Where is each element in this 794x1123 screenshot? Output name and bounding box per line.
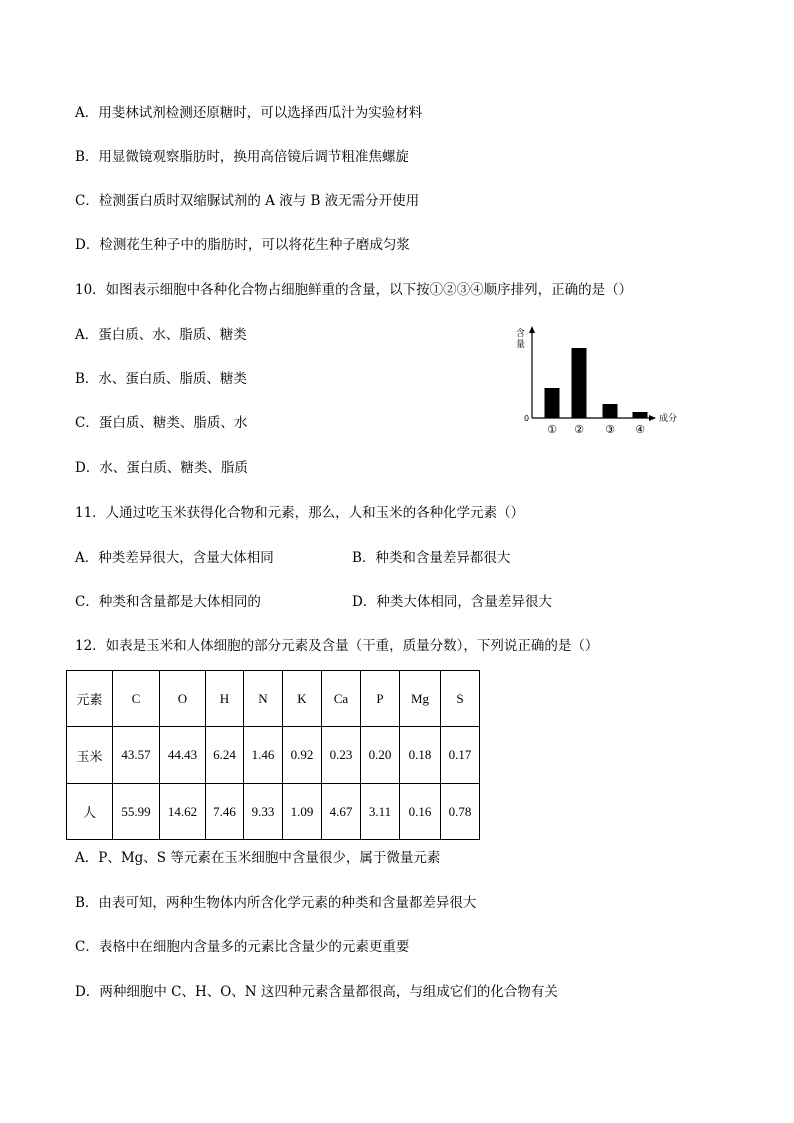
table-cell: 4.67 — [322, 784, 361, 840]
q11-stem: 11．人通过吃玉米获得化合物和元素，那么，人和玉米的各种化学元素（） — [75, 505, 525, 521]
element-content-table — [66, 670, 480, 840]
table-cell: P — [361, 671, 400, 727]
q11-option-c: C．种类和含量都是大体相同的 — [75, 594, 261, 610]
table-cell: 9.33 — [244, 784, 283, 840]
table-cell: 0.78 — [441, 784, 480, 840]
table-cell: Ca — [322, 671, 361, 727]
table-cell: Mg — [400, 671, 441, 727]
table-cell: 0.92 — [283, 727, 322, 784]
q9-option-b: B．用显微镜观察脂肪时，换用高倍镜后调节粗准焦螺旋 — [75, 149, 409, 165]
table-cell: 0.17 — [441, 727, 480, 784]
bar — [545, 388, 560, 418]
q11-option-d: D．种类大体相同，含量差异很大 — [352, 594, 552, 610]
table-cell: 44.43 — [160, 727, 206, 784]
origin-label: 0 — [524, 414, 530, 423]
compound-bar-chart — [505, 322, 705, 442]
q10-option-a: A．蛋白质、水、脂质、糖类 — [75, 327, 247, 343]
q9-option-d: D．检测花生种子中的脂肪时，可以将花生种子磨成匀浆 — [75, 237, 410, 253]
table-cell: 14.62 — [160, 784, 206, 840]
bar — [603, 404, 618, 418]
y-axis-label: 含 — [516, 329, 526, 339]
q11-option-a: A．种类差异很大，含量大体相同 — [75, 550, 274, 566]
table-cell: 0.23 — [322, 727, 361, 784]
table-cell: 0.18 — [400, 727, 441, 784]
q12-option-b: B．由表可知，两种生物体内所含化学元素的种类和含量都差异很大 — [75, 895, 477, 911]
q12-option-d: D．两种细胞中 C、H、O、N 这四种元素含量都很高，与组成它们的化合物有关 — [75, 984, 558, 1000]
q10-option-d: D．水、蛋白质、糖类、脂质 — [75, 460, 248, 476]
table-cell: 1.09 — [283, 784, 322, 840]
y-axis-label: 量 — [516, 340, 526, 350]
bar — [633, 412, 648, 418]
x-tick-label: ② — [574, 423, 584, 436]
q10-option-c: C．蛋白质、糖类、脂质、水 — [75, 415, 248, 431]
q12-option-a: A．P、Mg、S 等元素在玉米细胞中含量很少，属于微量元素 — [75, 850, 441, 866]
q10-option-b: B．水、蛋白质、脂质、糖类 — [75, 371, 247, 387]
q9-option-c: C．检测蛋白质时双缩脲试剂的 A 液与 B 液无需分开使用 — [75, 193, 420, 209]
table-cell: 55.99 — [113, 784, 160, 840]
q12-stem: 12．如表是玉米和人体细胞的部分元素及含量（干重，质量分数），下列说正确的是（） — [75, 638, 599, 654]
q9-option-a: A．用斐林试剂检测还原糖时，可以选择西瓜汁为实验材料 — [75, 105, 423, 121]
x-axis-arrow-icon — [649, 415, 656, 421]
table-cell: 3.11 — [361, 784, 400, 840]
table-row — [67, 784, 480, 840]
table-cell: 1.46 — [244, 727, 283, 784]
table-cell: 0.20 — [361, 727, 400, 784]
table-cell: 玉米 — [67, 727, 113, 784]
table-cell: 0.16 — [400, 784, 441, 840]
table-cell: K — [283, 671, 322, 727]
x-axis-label: 成分 — [659, 414, 678, 424]
q11-option-b: B．种类和含量差异都很大 — [352, 550, 511, 566]
table-cell: 43.57 — [113, 727, 160, 784]
q12-option-c: C．表格中在细胞内含量多的元素比含量少的元素更重要 — [75, 939, 410, 955]
bar — [572, 348, 587, 418]
table-row — [67, 727, 480, 784]
x-tick-label: ① — [547, 423, 557, 436]
table-cell: 6.24 — [206, 727, 244, 784]
table-cell: O — [160, 671, 206, 727]
table-header-row — [67, 671, 480, 727]
x-tick-label: ③ — [605, 423, 615, 436]
q10-stem: 10．如图表示细胞中各种化合物占细胞鲜重的含量，以下按①②③④顺序排列，正确的是（） — [75, 282, 633, 298]
table-cell: 元素 — [67, 671, 113, 727]
y-axis-arrow-icon — [529, 326, 535, 333]
table-cell: H — [206, 671, 244, 727]
table-cell: S — [441, 671, 480, 727]
table-cell: 人 — [67, 784, 113, 840]
x-tick-label: ④ — [635, 423, 645, 436]
table-cell: C — [113, 671, 160, 727]
table-cell: N — [244, 671, 283, 727]
table-cell: 7.46 — [206, 784, 244, 840]
